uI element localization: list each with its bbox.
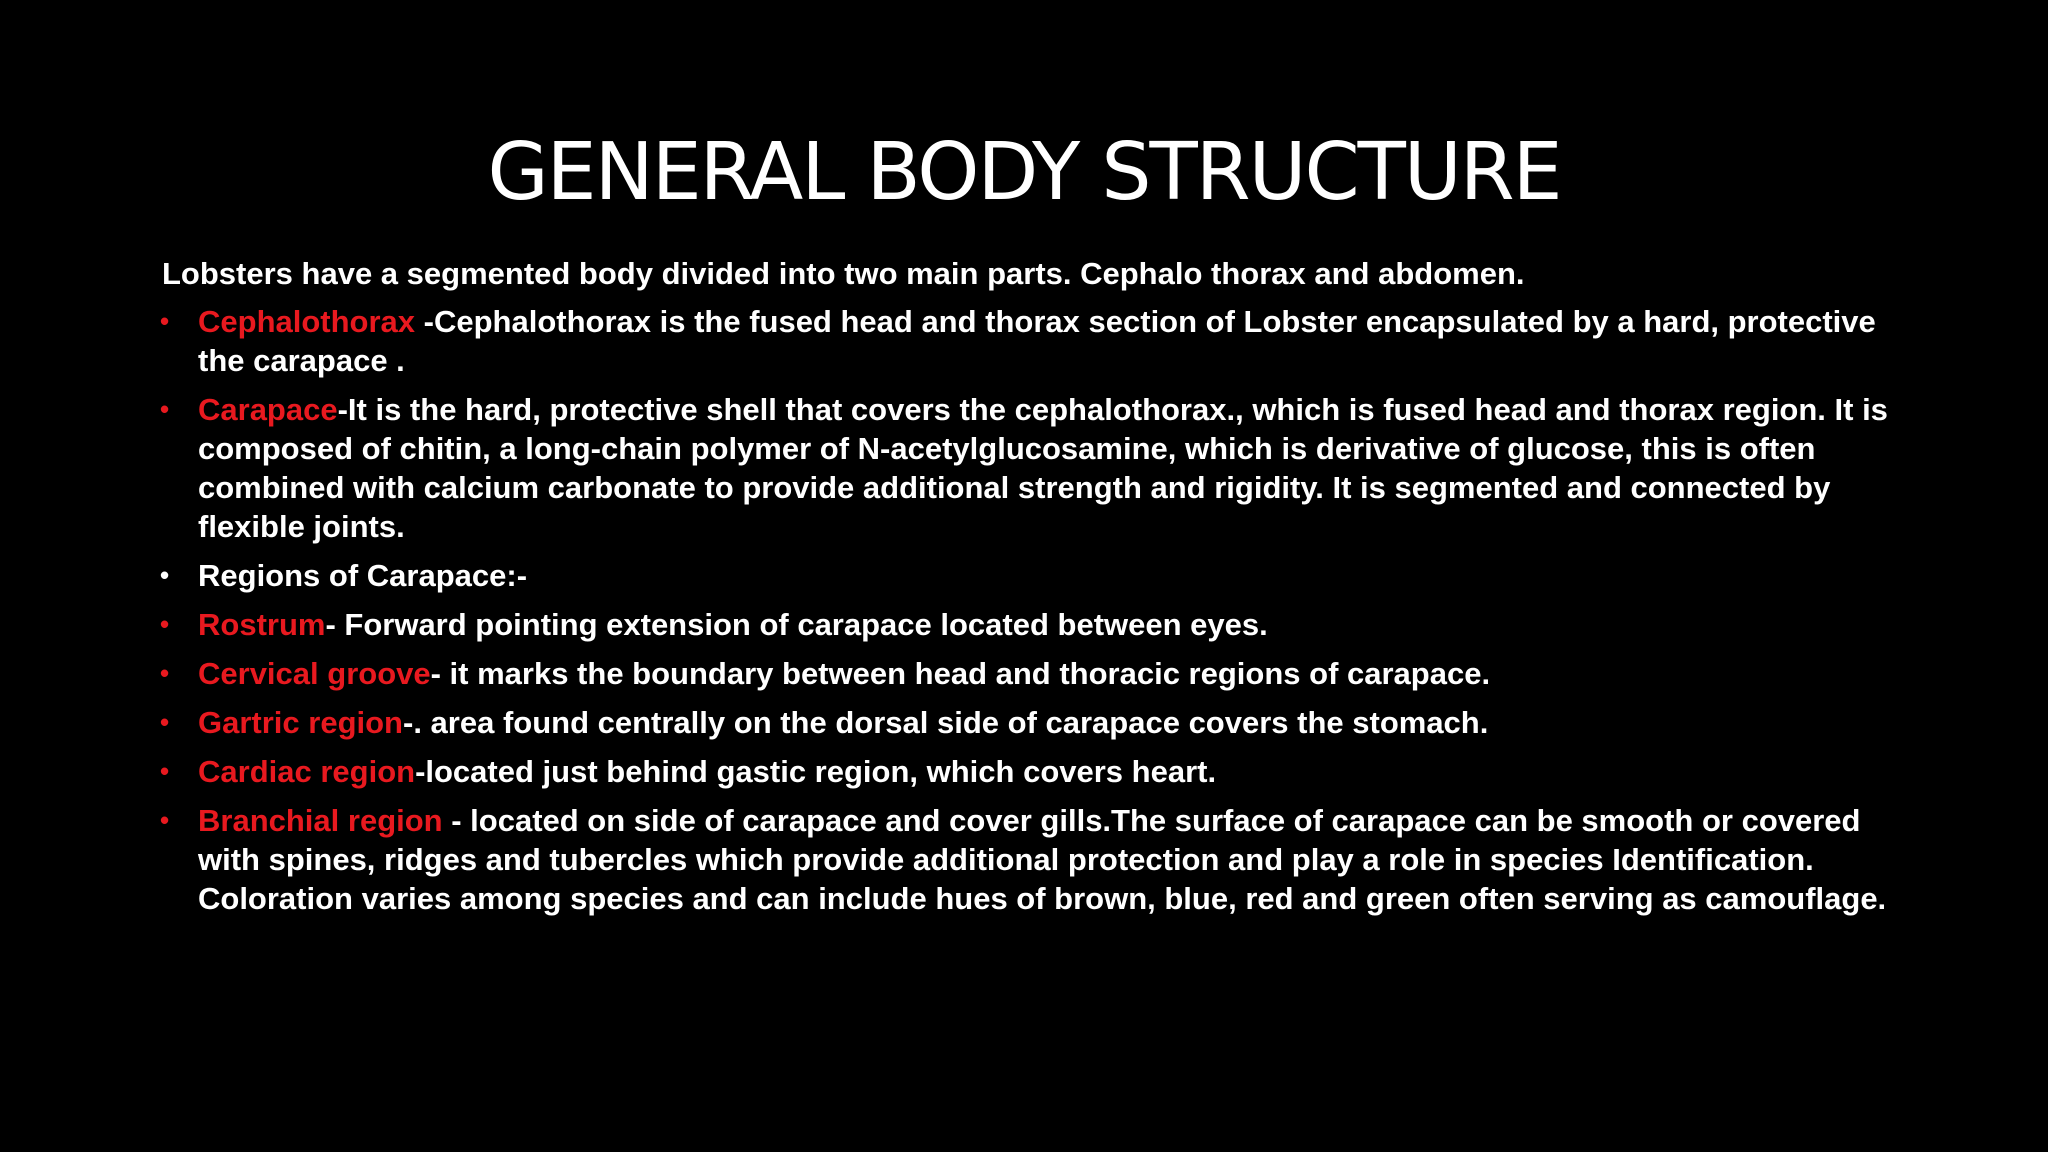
term-label: Branchial region	[198, 803, 443, 838]
item-text: - located on side of carapace and cover gills.The surface of carapace can be smooth or covered with spines, ridges and tubercles which provide additional protection and play a role in species Identification. Coloration varies among species and can include hues of brown, blue, red and green often serving as camouflage.	[198, 803, 1887, 916]
slide-body	[160, 254, 1890, 928]
item-text: -It is the hard, protective shell that covers the cephalothorax., which is fused head and thorax region. It is composed of chitin, a long-chain polymer of N-acetylglucosamine, which is derivative of glucose, this is often combined with calcium carbonate to provide additional strength and rigidity. It is segmented and connected by flexible joints.	[198, 392, 1888, 544]
bullet-icon: •	[160, 609, 170, 639]
item-text: -Cephalothorax is the fused head and thorax section of Lobster encapsulated by a hard, protective the carapace .	[198, 304, 1876, 378]
bullet-icon: •	[160, 805, 170, 835]
item-text: Regions of Carapace:-	[198, 558, 528, 593]
item-text: - it marks the boundary between head and thoracic regions of carapace.	[430, 656, 1491, 691]
term-label: Cephalothorax	[198, 304, 416, 339]
list-item	[160, 605, 1890, 644]
term-label: Carapace	[198, 392, 338, 427]
bullet-icon: •	[160, 560, 170, 590]
list-item	[160, 390, 1890, 546]
term-label: Gartric region	[198, 705, 403, 740]
bullet-icon: •	[160, 707, 170, 737]
list-item	[160, 302, 1890, 380]
item-text: - Forward pointing extension of carapace located between eyes.	[325, 607, 1268, 642]
slide-title: GENERAL BODY STRUCTURE	[487, 126, 1561, 218]
intro-text: Lobsters have a segmented body divided into two main parts. Cephalo thorax and abdomen.	[162, 256, 1525, 291]
list-item	[160, 654, 1890, 693]
term-label: Rostrum	[198, 607, 326, 642]
term-label: Cardiac region	[198, 754, 416, 789]
bullet-icon: •	[160, 306, 170, 336]
term-label: Cervical groove	[198, 656, 431, 691]
bullet-list	[160, 302, 1890, 918]
item-text: -located just behind gastic region, which covers heart.	[415, 754, 1217, 789]
bullet-icon: •	[160, 756, 170, 786]
list-item	[160, 801, 1890, 918]
bullet-icon: •	[160, 658, 170, 688]
bullet-icon: •	[160, 394, 170, 424]
item-text: -. area found centrally on the dorsal side of carapace covers the stomach.	[403, 705, 1489, 740]
list-item	[160, 703, 1890, 742]
list-item	[160, 556, 1890, 595]
list-item	[160, 752, 1890, 791]
